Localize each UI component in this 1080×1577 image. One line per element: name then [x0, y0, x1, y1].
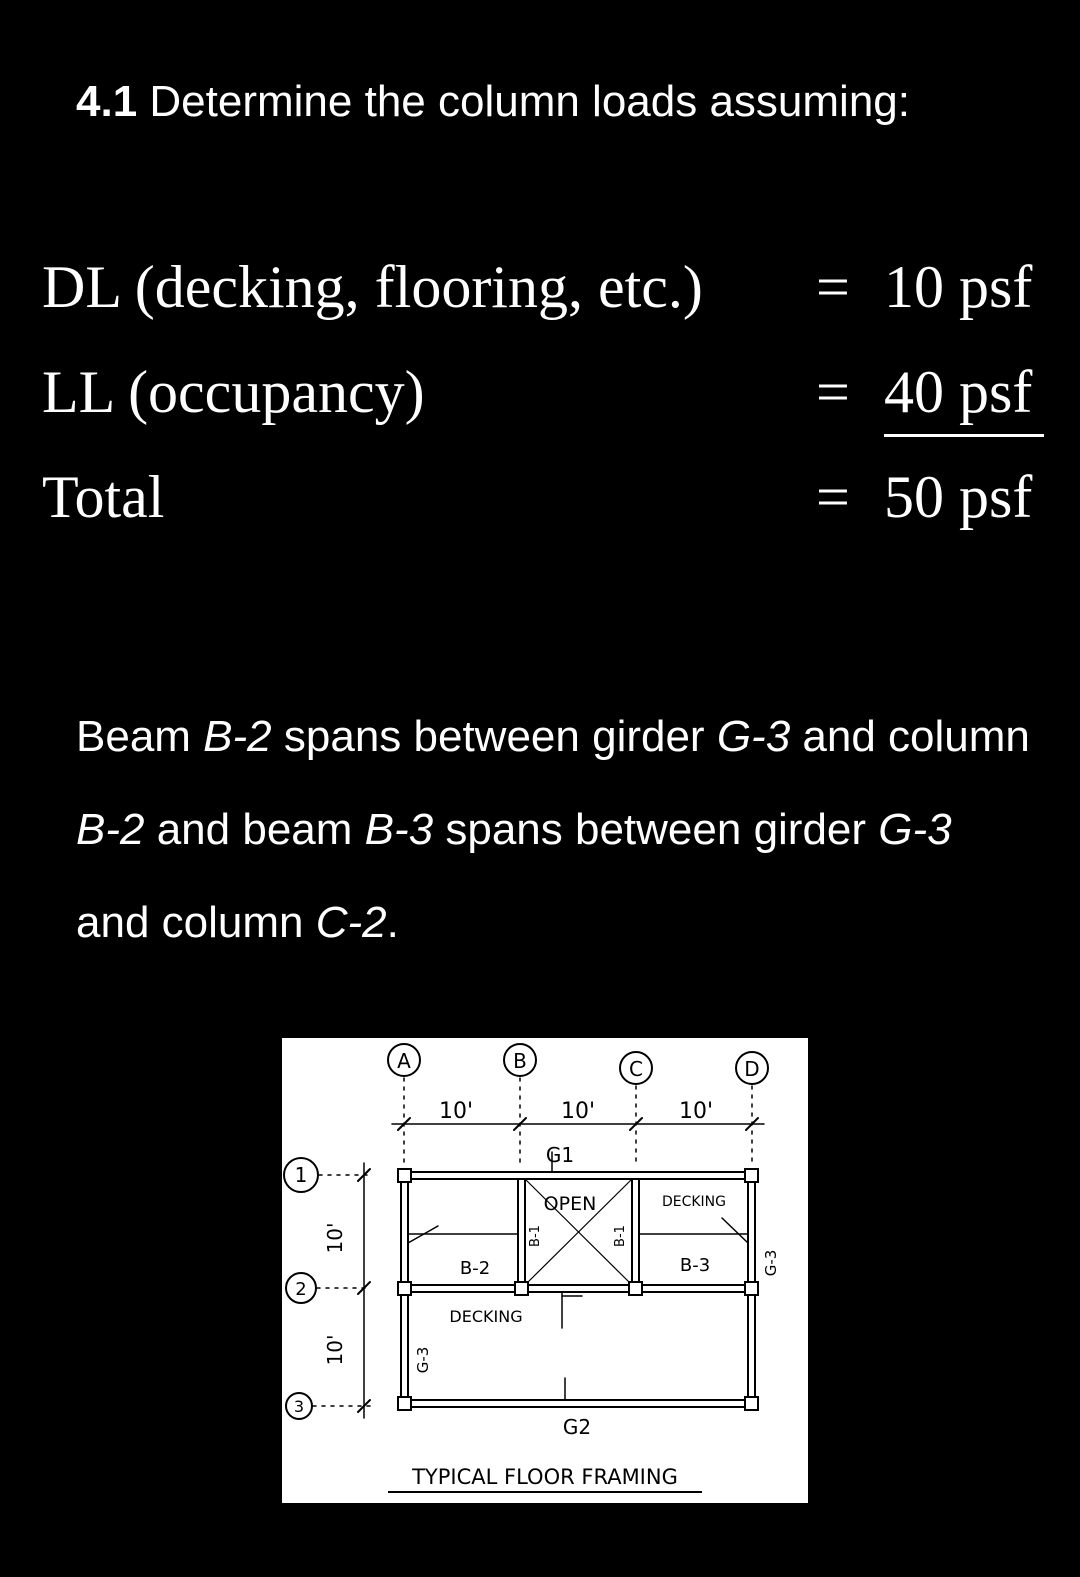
girder-g3-ref-2: G-3	[878, 805, 952, 854]
problem-number: 4.1	[76, 77, 138, 126]
problem-heading-text: Determine the column loads assuming:	[149, 77, 910, 126]
live-load-value: 40 psf	[884, 359, 1033, 425]
dead-load-label: DL (decking, flooring, etc.)	[42, 254, 703, 320]
span-label-12: 10'	[323, 1222, 347, 1254]
decking-label-bottom: DECKING	[449, 1307, 523, 1326]
decking-label-top: DECKING	[661, 1194, 727, 1210]
floor-framing-drawing	[282, 1038, 808, 1503]
grid-label-2: 2	[295, 1279, 307, 1300]
grid-label-b: B	[513, 1049, 527, 1073]
beam-b2-label: B-2	[459, 1258, 491, 1279]
dead-load-equals: =	[816, 254, 850, 320]
total-load-label: Total	[42, 464, 165, 530]
girder-g2-label: G2	[562, 1415, 592, 1439]
problem-heading	[76, 72, 910, 132]
column-b2-ref: B-2	[76, 805, 145, 854]
girder-g1-label: G1	[545, 1143, 575, 1167]
beam-b2-ref: B-2	[203, 712, 272, 761]
girder-g3-left-label: G-3	[414, 1346, 432, 1374]
live-load-label: LL (occupancy)	[42, 359, 425, 425]
girder-g3-right-label: G-3	[762, 1249, 780, 1277]
live-load-equals: =	[816, 359, 850, 425]
span-label-23: 10'	[323, 1334, 347, 1366]
grid-label-c: C	[629, 1057, 643, 1081]
dead-load-value: 10 psf	[884, 254, 1033, 320]
span-label-ab: 10'	[438, 1099, 474, 1124]
span-label-bc: 10'	[560, 1099, 596, 1124]
open-bay-label: OPEN	[543, 1193, 597, 1215]
total-load-value: 50 psf	[884, 464, 1033, 530]
total-load-equals: =	[816, 464, 850, 530]
column-c2-ref: C-2	[315, 898, 387, 947]
beam-b3-ref: B-3	[364, 805, 434, 854]
floor-framing-diagram	[282, 1038, 808, 1503]
span-label-cd: 10'	[678, 1099, 714, 1124]
grid-label-a: A	[397, 1049, 411, 1073]
girder-g3-ref: G-3	[716, 712, 791, 761]
grid-label-1: 1	[294, 1163, 308, 1187]
beam-b3-label: B-3	[679, 1255, 711, 1276]
sum-rule	[884, 434, 1044, 437]
diagram-caption: TYPICAL FLOOR FRAMING	[412, 1465, 678, 1489]
beam-b1-right-label: B-1	[613, 1225, 628, 1247]
description-paragraph: Beam B-2 spans between girder G-3 and column B-2 and beam B-3 spans between girder G-3 and column C-2.	[76, 712, 1030, 947]
grid-label-3: 3	[293, 1397, 305, 1416]
grid-label-d: D	[744, 1057, 760, 1081]
beam-b1-left-label: B-1	[528, 1225, 543, 1247]
